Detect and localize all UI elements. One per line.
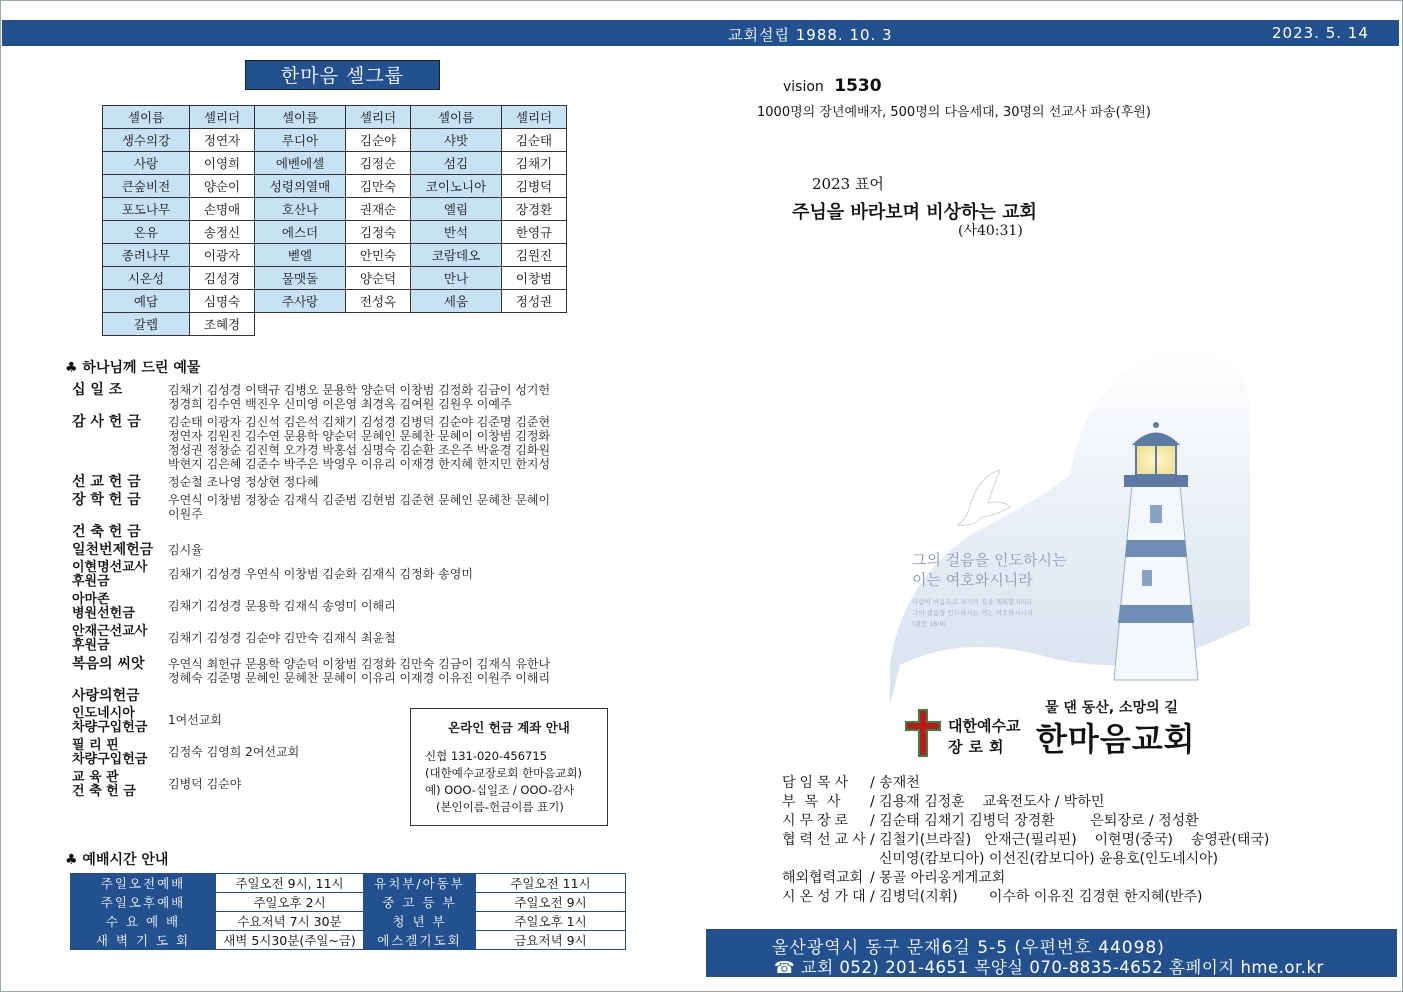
cell-name: 샤밧 — [411, 129, 502, 152]
column-header: 셀리더 — [346, 106, 411, 129]
cell-leader: 김성경 — [190, 267, 255, 290]
vision-subtitle: 1000명의 장년예배자, 500명의 다음세대, 30명의 선교사 파송(후원) — [757, 105, 1151, 120]
cell-leader: 김정순 — [346, 152, 411, 175]
staff-names: / 김용재 김정훈 교육전도사 / 박하민 — [870, 794, 1105, 810]
department-name: 중 고 등 부 — [364, 893, 476, 912]
table-row — [103, 198, 567, 221]
offering-label: 이현명선교사 후원금 — [72, 560, 148, 589]
cell-name: 만나 — [411, 267, 502, 290]
cell-name: 루디아 — [255, 129, 346, 152]
department-name: 에스겔기도회 — [364, 931, 476, 950]
church-address: 울산광역시 동구 문재6길 5-5 (우편번호 44098) — [772, 938, 1165, 958]
table-row — [103, 129, 567, 152]
cell-name: 에스더 — [255, 221, 346, 244]
staff-role: 협력선교사 — [782, 832, 870, 848]
staff-role: 담임목사 — [782, 775, 853, 791]
cell-leader: 김순야 — [346, 129, 411, 152]
cell-group-title: 한마음 셀그룹 — [245, 60, 440, 90]
service-name: 주일오전예배 — [71, 874, 216, 893]
cell-leader: 조혜경 — [190, 313, 255, 336]
cell-name: 성령의열매 — [255, 175, 346, 198]
top-bar — [2, 20, 1399, 46]
column-header: 셀이름 — [103, 106, 190, 129]
cell-leader: 이창범 — [502, 267, 567, 290]
department-time: 주일오후 1시 — [476, 912, 626, 931]
account-title: 온라인 헌금 계좌 안내 — [448, 720, 570, 735]
cell-name: 예담 — [103, 290, 190, 313]
department-name: 청 년 부 — [364, 912, 476, 931]
offering-names: 김채기 김성경 김순야 김만숙 김재식 최윤철 — [168, 631, 396, 645]
table-row — [103, 290, 567, 313]
footer-bar — [706, 929, 1397, 977]
service-name: 주일오후예배 — [71, 893, 216, 912]
offering-label: 복음의 씨앗 — [72, 656, 145, 672]
service-time: 주일오전 9시, 11시 — [216, 874, 364, 893]
cell-name: 사랑 — [103, 152, 190, 175]
vision-label: vision — [783, 79, 824, 95]
cell-name: 코람데오 — [411, 244, 502, 267]
staff-row — [782, 831, 1269, 850]
account-line: (대한예수교장로회 한마음교회) — [425, 766, 583, 780]
staff-row — [782, 888, 1269, 907]
table-row — [103, 175, 567, 198]
offering-names: 우연식 이창범 정창순 김재식 김준범 김현범 김준현 문혜인 문혜찬 문혜이 이원주 — [168, 493, 551, 521]
cell-leader: 김채기 — [502, 152, 567, 175]
cell-leader: 전성옥 — [346, 290, 411, 313]
cross-logo-icon — [903, 707, 943, 759]
column-header: 셀리더 — [502, 106, 567, 129]
department-time: 주일오전 9시 — [476, 893, 626, 912]
column-header: 셀이름 — [255, 106, 346, 129]
cell-leader: 김원진 — [502, 244, 567, 267]
vision-number: 1530 — [834, 76, 882, 96]
cell-name: 큰숲비전 — [103, 175, 190, 198]
offering-label: 감 사 헌 금 — [72, 414, 141, 430]
small-verse-line: 사람이 마음으로 자기의 길을 계획할지라도 — [912, 598, 1034, 606]
staff-role — [782, 850, 870, 869]
cell-leader: 김병덕 — [502, 175, 567, 198]
cell-name: 온유 — [103, 221, 190, 244]
table-row — [103, 313, 567, 336]
cell-name: 주사랑 — [255, 290, 346, 313]
staff-role: 시무장로 — [782, 813, 853, 829]
cell-name: 벧엘 — [255, 244, 346, 267]
offering-names: 김정숙 김영희 2여선교회 — [168, 745, 300, 759]
offering-label: 아마존 병원선헌금 — [72, 592, 135, 621]
staff-names: 신미영(캄보디아) 이선진(캄보디아) 윤용호(인도네시아) — [870, 851, 1219, 867]
department-name: 유치부/아동부 — [364, 874, 476, 893]
offering-names: 김채기 김성경 우연식 이창범 김순화 김재식 김정화 송영미 — [168, 567, 473, 581]
denomination-line-2: 장로회 — [948, 738, 1010, 756]
cell-leader: 정연자 — [190, 129, 255, 152]
cell-name: 시온성 — [103, 267, 190, 290]
offering-label: 인도네시아 차량구입헌금 — [72, 706, 148, 735]
cell-leader: 김정숙 — [346, 221, 411, 244]
service-time: 새벽 5시30분(주일~금) — [216, 931, 364, 950]
offering-label: 사랑의헌금 — [72, 688, 140, 704]
lighthouse-illustration — [880, 335, 1260, 705]
cell-leader: 송정신 — [190, 221, 255, 244]
offering-label: 장 학 헌 금 — [72, 492, 141, 508]
dove-icon — [958, 470, 1010, 525]
cell-leader: 안민숙 — [346, 244, 411, 267]
staff-row — [782, 774, 1269, 793]
cell-leader: 김만숙 — [346, 175, 411, 198]
cell-leader — [346, 313, 411, 336]
cell-name: 반석 — [411, 221, 502, 244]
verse-line: 이는 여호와시니라 — [912, 571, 1033, 589]
worship-title: ♣ 예배시간 안내 — [65, 852, 169, 868]
offering-row — [72, 656, 612, 685]
column-header: 셀리더 — [190, 106, 255, 129]
offering-row — [72, 524, 612, 539]
offering-row — [72, 560, 612, 589]
church-slogan: 물 댄 동산, 소망의 길 — [1045, 700, 1179, 716]
illustration-small-verse — [912, 597, 1033, 630]
offering-names: 김병덕 김순야 — [168, 777, 242, 791]
cell-name: 코이노니아 — [411, 175, 502, 198]
staff-role: 해외협력교회 — [782, 870, 864, 886]
offering-label: 일천번제헌금 — [72, 542, 154, 558]
vision-line — [783, 76, 882, 96]
cell-leader: 정성권 — [502, 290, 567, 313]
cell-name: 물맷돌 — [255, 267, 346, 290]
offering-row — [72, 382, 612, 411]
offering-label: 안재근선교사 후원금 — [72, 624, 148, 653]
cell-leader: 김순태 — [502, 129, 567, 152]
cell-leader — [502, 313, 567, 336]
cell-name: 에벤에셀 — [255, 152, 346, 175]
offering-label: 선 교 헌 금 — [72, 474, 141, 490]
table-row — [71, 874, 626, 893]
worship-table — [70, 873, 626, 950]
offering-names: 김채기 김성경 이택규 김병오 문용학 양순덕 이창범 김정화 김금이 성기헌 정경희 김수연 백진우 신미영 이은영 최경옥 김여원 김원우 이예주 — [168, 383, 551, 411]
illustration-verse — [912, 550, 1066, 590]
offering-row — [72, 542, 612, 557]
offering-names: 우연식 최헌규 문용학 양순덕 이창범 김정화 김만숙 김금이 김재식 유한나 정혜숙 김준명 문혜인 문혜찬 문혜이 이유리 이재경 이유진 이원주 이해리 — [168, 657, 551, 685]
service-name: 새 벽 기 도 회 — [71, 931, 216, 950]
motto-year: 2023 표어 — [812, 175, 884, 193]
offering-names: 김시율 — [168, 543, 203, 557]
cell-name: 섬김 — [411, 152, 502, 175]
cell-name — [255, 313, 346, 336]
offering-names: 김채기 김성경 문용학 김재식 송영미 이해리 — [168, 599, 396, 613]
cell-name: 생수의강 — [103, 129, 190, 152]
offering-row — [72, 492, 612, 521]
cell-name: 엘림 — [411, 198, 502, 221]
table-row — [71, 893, 626, 912]
table-row — [103, 244, 567, 267]
cell-leader: 권재순 — [346, 198, 411, 221]
offering-row — [72, 688, 612, 703]
offering-row — [72, 592, 612, 621]
offering-label: 건 축 헌 금 — [72, 524, 141, 540]
offering-row — [72, 414, 612, 471]
offering-names: 1여선교회 — [168, 713, 223, 727]
table-row — [71, 931, 626, 950]
department-time: 금요저녁 9시 — [476, 931, 626, 950]
motto-text: 주님을 바라보며 비상하는 교회 — [792, 202, 1037, 223]
offering-label: 교 육 관 건 축 헌 금 — [72, 770, 136, 799]
staff-names: / 김순태 김채기 김병덕 장경환 은퇴장로 / 정성환 — [870, 813, 1199, 829]
staff-names: / 몽골 아리옹게게교회 — [870, 870, 1006, 886]
table-row — [71, 912, 626, 931]
cell-leader: 양순덕 — [346, 267, 411, 290]
motto-reference: (사40:31) — [958, 223, 1023, 239]
offering-label: 필 리 핀 차량구입헌금 — [72, 738, 148, 767]
account-line: 신협 131-020-456715 — [425, 749, 547, 763]
staff-row — [782, 850, 1269, 869]
table-row — [103, 267, 567, 290]
cell-leader: 심명숙 — [190, 290, 255, 313]
cell-leader: 손명애 — [190, 198, 255, 221]
offering-names: 정순철 조나영 정상현 정다혜 — [168, 475, 319, 489]
church-name: 한마음교회 — [1036, 720, 1196, 758]
offerings-title: ♣ 하나님께 드린 예물 — [65, 360, 201, 376]
cell-name: 세움 — [411, 290, 502, 313]
staff-list — [782, 774, 1269, 907]
cell-leader: 장경환 — [502, 198, 567, 221]
small-verse-line: (잠언 16:9) — [912, 620, 947, 628]
cell-leader: 이광자 — [190, 244, 255, 267]
small-verse-line: 그의 걸음을 인도하시는 이는 여호와시니라 — [912, 609, 1034, 617]
service-name: 수 요 예 배 — [71, 912, 216, 931]
staff-names: / 김병덕(지휘) 이수하 이유진 김경현 한지혜(반주) — [870, 889, 1203, 905]
established-date: 교회설립 1988. 10. 3 — [728, 26, 893, 44]
staff-row — [782, 869, 1269, 888]
department-time: 주일오전 11시 — [476, 874, 626, 893]
cell-leader: 양순이 — [190, 175, 255, 198]
cell-name: 포도나무 — [103, 198, 190, 221]
staff-row — [782, 793, 1269, 812]
church-contact: ☎ 교회 052) 201-4651 목양실 070-8835-4652 홈페이지 hme.or.kr — [774, 958, 1324, 977]
cell-leader: 이영희 — [190, 152, 255, 175]
column-header: 셀이름 — [411, 106, 502, 129]
account-line: (본인이름-헌금이름 표기) — [425, 800, 564, 814]
account-line: 예) OOO-십일조 / OOO-감사 — [425, 783, 575, 797]
online-account-box — [410, 708, 608, 826]
service-time: 수요저녁 7시 30분 — [216, 912, 364, 931]
denomination-line-1: 대한예수교 — [948, 717, 1021, 735]
offering-label: 십 일 조 — [72, 382, 123, 398]
staff-names: / 송재천 — [870, 775, 920, 791]
staff-row — [782, 812, 1269, 831]
offering-row — [72, 474, 612, 489]
cell-name: 호산나 — [255, 198, 346, 221]
table-header-row — [103, 106, 567, 129]
cell-name — [411, 313, 502, 336]
staff-role: 시온성가대 — [782, 889, 870, 905]
staff-role: 부 목 사 — [782, 794, 841, 810]
service-time: 주일오후 2시 — [216, 893, 364, 912]
table-row — [103, 152, 567, 175]
staff-names: / 김철기(브라질) 안재근(필리핀) 이현명(중국) 송영관(태국) — [870, 832, 1270, 848]
offering-names: 김순태 이광자 김신석 김은석 김채기 김성경 김병덕 김순야 김준명 김준현 정연자 김원진 김수연 문용학 양순덕 문혜인 문혜찬 문혜이 이창범 김정화 정성권 정창순 김진혁 오가경 박홍섭 심명숙 김순환 조은주 박윤경 김화원 박현지 김은혜 김준수 박주은 박영우 이유리 이재경 한지혜 한지민 한지성 — [168, 415, 551, 471]
bulletin-date: 2023. 5. 14 — [1272, 24, 1369, 42]
cell-leader: 한영규 — [502, 221, 567, 244]
cell-name: 갈렙 — [103, 313, 190, 336]
cell-group-table — [102, 105, 567, 336]
table-row — [103, 221, 567, 244]
offering-row — [72, 624, 612, 653]
verse-line: 그의 걸음을 인도하시는 — [912, 551, 1067, 569]
cell-name: 종려나무 — [103, 244, 190, 267]
